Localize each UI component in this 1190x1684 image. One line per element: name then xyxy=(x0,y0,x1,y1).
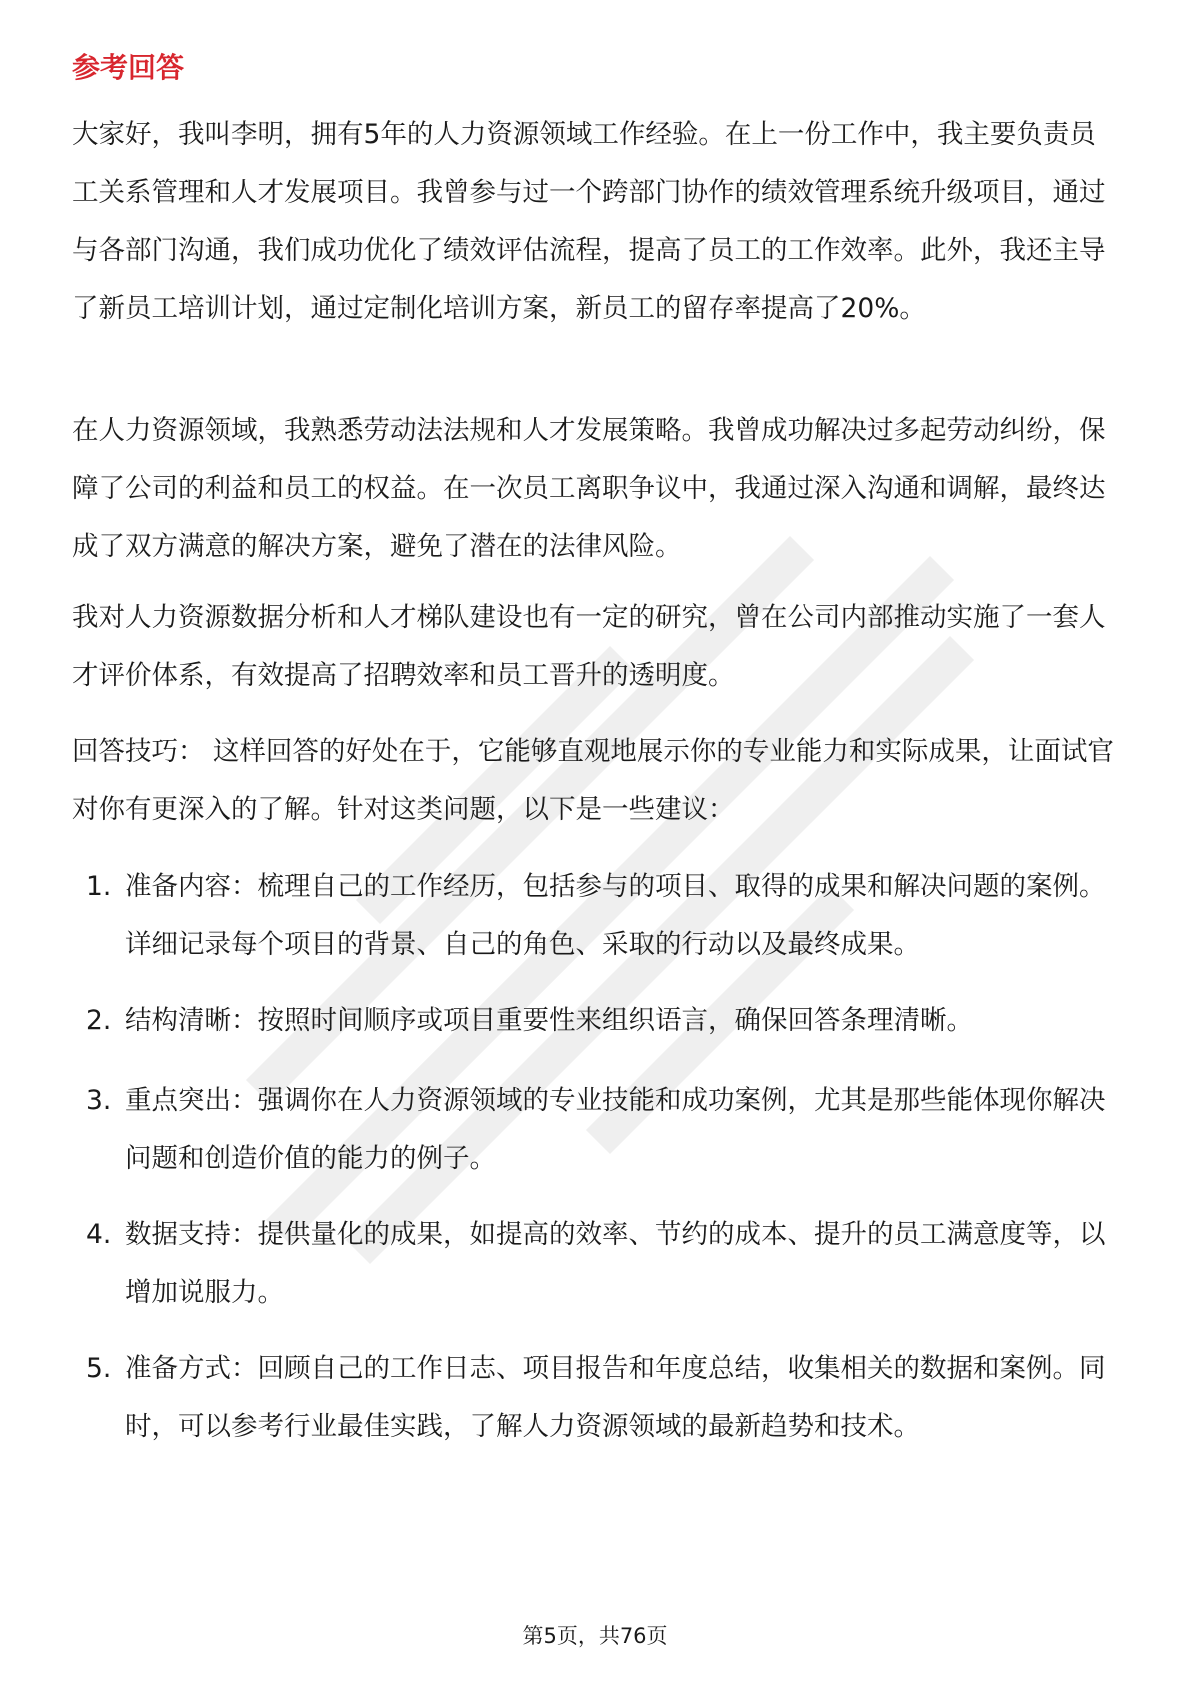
list-item-number: 2. xyxy=(86,1005,112,1036)
tips-intro-paragraph: 回答技巧： 这样回答的好处在于，它能够直观地展示你的专业能力和实际成果，让面试官对你有更深入的了解。针对这类问题，以下是一些建议： xyxy=(72,736,1114,825)
list-item-text: 准备方式：回顾自己的工作日志、项目报告和年度总结，收集相关的数据和案例。同时，可以参考行业最佳实践，了解人力资源领域的最新趋势和技术。 xyxy=(125,1353,1106,1442)
list-item-number: 4. xyxy=(86,1219,112,1250)
answer-paragraph-1: 大家好，我叫李明，拥有5年的人力资源领域工作经验。在上一份工作中，我主要负责员工关系管理和人才发展项目。我曾参与过一个跨部门协作的绩效管理系统升级项目，通过与各部门沟通，我们成功优化了绩效评估流程，提高了员工的工作效率。此外，我还主导了新员工培训计划，通过定制化培训方案，新员工的留存率提高了20%。 xyxy=(72,119,1106,324)
answer-paragraph-3: 我对人力资源数据分析和人才梯队建设也有一定的研究，曾在公司内部推动实施了一套人才评价体系，有效提高了招聘效率和员工晋升的透明度。 xyxy=(72,602,1106,691)
page-number-footer: 第5页，共76页 xyxy=(522,1624,668,1648)
list-item-text: 结构清晰：按照时间顺序或项目重要性来组织语言，确保回答条理清晰。 xyxy=(125,1005,973,1036)
section-title: 参考回答 xyxy=(72,51,185,84)
list-item-number: 3. xyxy=(86,1085,112,1116)
list-item-text: 数据支持：提供量化的成果，如提高的效率、节约的成本、提升的员工满意度等，以增加说服力。 xyxy=(125,1219,1106,1308)
list-item-number: 1. xyxy=(86,871,112,902)
list-item-text: 重点突出：强调你在人力资源领域的专业技能和成功案例，尤其是那些能体现你解决问题和创造价值的能力的例子。 xyxy=(125,1085,1106,1174)
list-item-number: 5. xyxy=(86,1353,112,1384)
answer-paragraph-2: 在人力资源领域，我熟悉劳动法法规和人才发展策略。我曾成功解决过多起劳动纠纷，保障了公司的利益和员工的权益。在一次员工离职争议中，我通过深入沟通和调解，最终达成了双方满意的解决方案，避免了潜在的法律风险。 xyxy=(72,415,1106,562)
list-item-text: 准备内容：梳理自己的工作经历，包括参与的项目、取得的成果和解决问题的案例。详细记录每个项目的背景、自己的角色、采取的行动以及最终成果。 xyxy=(125,871,1106,960)
